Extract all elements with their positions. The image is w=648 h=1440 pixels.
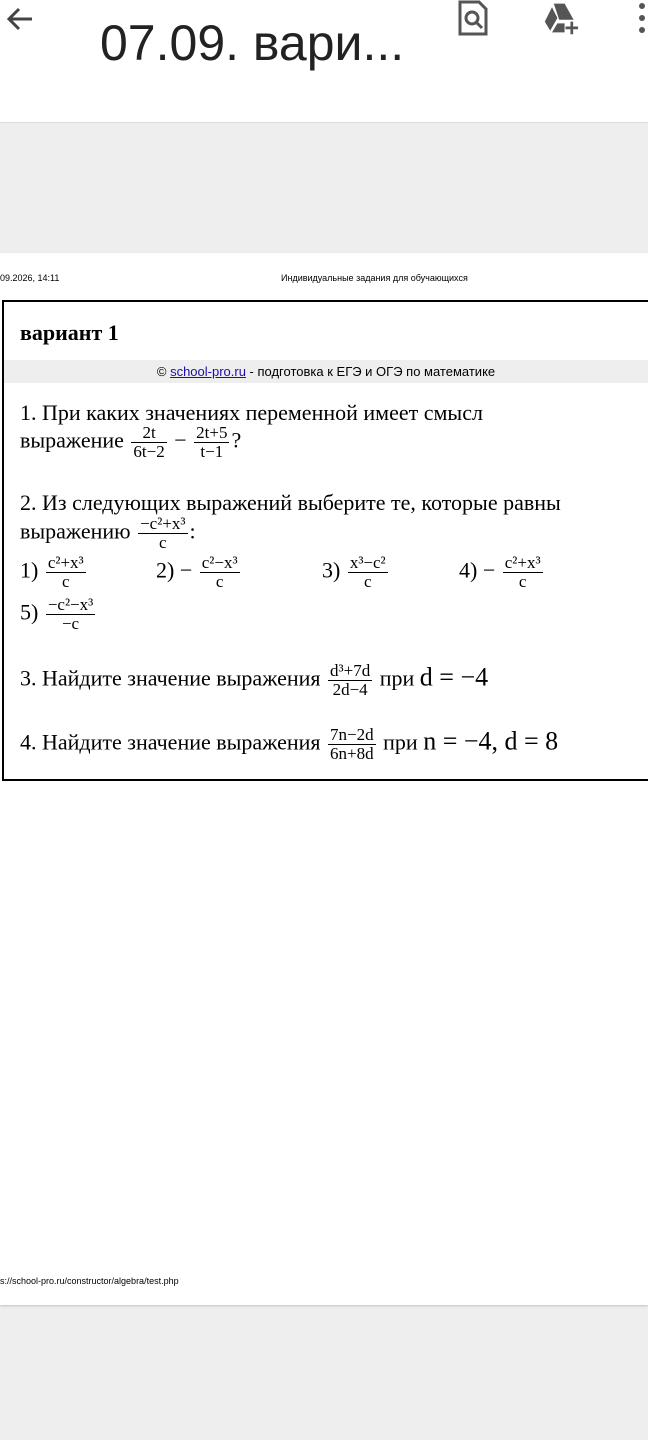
q2-colon: : [189, 518, 196, 544]
option-sign: − [482, 557, 496, 583]
q1-fraction-1 [131, 424, 166, 461]
q4-text: 4. Найдите значение выражения [20, 729, 321, 755]
add-to-drive-icon[interactable] [543, 0, 579, 36]
print-header-title: Индивидуальные задания для обучающихся [281, 273, 468, 283]
q2-option-1 [20, 554, 88, 591]
denominator: c [159, 532, 167, 552]
q1-minus: − [174, 427, 187, 453]
q4-condition: n = −4, d = 8 [423, 726, 559, 756]
q2-option-3 [322, 554, 390, 591]
option-label: 4) [459, 557, 478, 583]
numerator: 7n−2d [330, 725, 374, 744]
q2-word: выражению [20, 518, 131, 544]
option-fraction [200, 554, 240, 591]
denominator: 6t−2 [133, 441, 165, 461]
q3-condition: d = −4 [419, 662, 489, 692]
numerator: −c²−x³ [47, 595, 94, 614]
document-title: 07.09. вари... [100, 15, 405, 71]
denominator: 6n+8d [330, 743, 374, 763]
site-link[interactable]: school-pro.ru [170, 364, 246, 379]
option-label: 3) [322, 557, 341, 583]
numerator: x³−c² [349, 553, 386, 572]
q3-fraction [328, 662, 372, 699]
option-label: 2) [156, 557, 175, 583]
q4-line [20, 726, 558, 763]
option-fraction [46, 554, 86, 591]
numerator: d³+7d [330, 661, 371, 680]
q2-option-5 [20, 596, 97, 633]
q1-fraction-2 [194, 424, 229, 461]
q1-line1: 1. При каких значениях переменной имеет смысл [20, 400, 483, 425]
q2-option-2 [156, 554, 242, 591]
q2-line1: 2. Из следующих выражений выберите те, которые равны [20, 490, 561, 515]
q2-option-4 [459, 554, 545, 591]
numerator: c²−x³ [201, 553, 238, 572]
numerator: 2t [131, 424, 166, 443]
print-footer-url: s://school-pro.ru/constructor/algebra/test.php [0, 1276, 179, 1286]
q4-pri: при [383, 729, 418, 755]
q1-word: выражение [20, 427, 124, 453]
find-in-page-icon[interactable] [455, 0, 491, 36]
option-label: 1) [20, 557, 39, 583]
numerator: c²+x³ [47, 553, 84, 572]
q3-text: 3. Найдите значение выражения [20, 665, 321, 691]
back-arrow-icon[interactable] [2, 2, 38, 38]
q2-target-fraction [138, 515, 187, 552]
q1-question-mark: ? [231, 427, 242, 453]
option-fraction [503, 554, 543, 591]
denominator: c [363, 571, 372, 591]
denominator: c [61, 571, 70, 591]
numerator: c²+x³ [504, 553, 541, 572]
numerator: −c²+x³ [140, 514, 186, 533]
q3-pri: при [379, 665, 415, 691]
denominator: −c [61, 613, 80, 633]
copyright-text: - подготовка к ЕГЭ и ОГЭ по математике [245, 364, 496, 379]
option-fraction [348, 554, 388, 591]
app-bar [0, 0, 648, 123]
q1-line2 [20, 424, 241, 461]
q4-fraction [328, 726, 376, 763]
copyright-symbol: © [156, 364, 167, 379]
option-label: 5) [20, 599, 39, 625]
copyright-bar [4, 360, 648, 383]
denominator: t−1 [200, 441, 224, 461]
option-sign: − [179, 557, 193, 583]
denominator: c [215, 571, 224, 591]
q2-line2 [20, 515, 196, 552]
denominator: c [518, 571, 527, 591]
more-options-icon[interactable] [628, 0, 648, 36]
print-datetime: 09.2026, 14:11 [0, 273, 60, 283]
variant-heading: вариант 1 [20, 320, 119, 345]
denominator: 2d−4 [332, 679, 368, 699]
numerator: 2t+5 [196, 423, 228, 442]
q3-line [20, 662, 488, 699]
option-fraction [46, 596, 95, 633]
